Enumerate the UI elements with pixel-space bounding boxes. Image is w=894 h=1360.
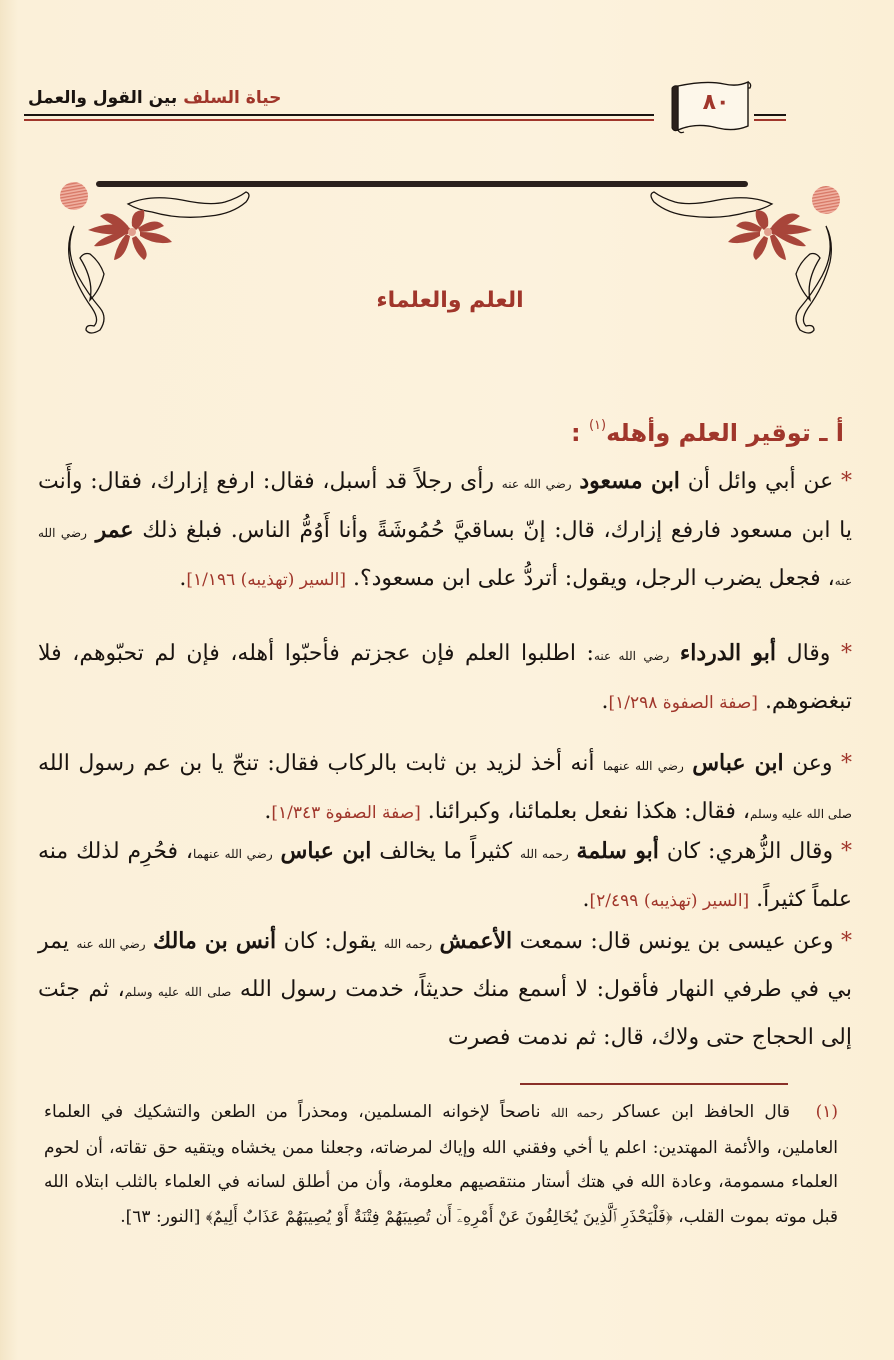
name-bold: ابن عباس xyxy=(692,750,784,776)
footnote-1 xyxy=(44,1095,838,1234)
text: ، فقال: هكذا نفعل بعلمائنا، وكبرائنا. xyxy=(427,799,750,824)
body-text xyxy=(38,828,852,924)
star-bullet-icon: * xyxy=(841,751,852,776)
name-bold: أبو الدرداء xyxy=(679,640,776,666)
header-rule-black xyxy=(24,114,654,116)
section-heading xyxy=(571,418,844,447)
book-title-rest: بين القول والعمل xyxy=(28,88,178,108)
text: قال الحافظ ابن عساكر xyxy=(613,1102,791,1122)
footnotes xyxy=(44,1095,838,1234)
text: عن أبي وائل أن xyxy=(687,469,834,494)
text: وعن عيسى بن يونس قال: سمعت xyxy=(519,929,834,954)
header-rule-red-right xyxy=(754,119,786,121)
text: ، فجعل يضرب الرجل، ويقول: أتردُّ على ابن مسعود؟. xyxy=(352,566,835,591)
text: . xyxy=(264,799,272,824)
verse-reference: [النور: ٦٣]. xyxy=(120,1206,201,1227)
name-bold: ابن عباس xyxy=(280,838,372,864)
body-text xyxy=(38,918,852,1061)
name-bold: عمر xyxy=(95,517,134,543)
star-bullet-icon: * xyxy=(841,469,852,494)
text: : اطلبوا العلم فإن عجزتم فأحبّوا أهله، فإن لم تحبّوهم، فلا تبغضوهم. xyxy=(38,641,852,714)
honorific-ligature: رضي الله عنه xyxy=(593,649,670,663)
citation: [صفة الصفوة ١/٢٩٨] xyxy=(608,693,758,713)
body-text xyxy=(38,740,852,837)
text: أنه أخذ لزيد بن ثابت بالركاب فقال: تنحّ يا بن عم رسول الله xyxy=(38,751,595,776)
footnote-marker: (١) xyxy=(815,1102,839,1122)
chapter-title: العلم والعلماء xyxy=(376,288,524,313)
star-bullet-icon: * xyxy=(840,641,852,666)
honorific-ligature: رضي الله عنه xyxy=(501,477,572,491)
header-rule-black-right xyxy=(754,114,786,116)
text: يمر بي في طرفي النهار فأقول: لا أسمع منك حديثاً، خدمت رسول الله xyxy=(38,929,852,1002)
text: ، ثم جئت إلى الحجاج حتى ولاك، قال: ثم ندمت فصرت xyxy=(38,977,852,1050)
paragraph-zuhri xyxy=(38,828,852,924)
text: يقول: كان xyxy=(283,929,377,954)
body-text xyxy=(38,458,852,604)
text: وقال الزُّهري: كان xyxy=(666,839,834,864)
text: وعن xyxy=(792,751,833,776)
name-bold: أنس بن مالك xyxy=(153,928,277,954)
text: . xyxy=(179,566,187,591)
text: ناصحاً لإخوانه المسلمين، ومحذراً من الطعن والتشكيك في العلماء العاملين، والأئمة المهتدين: اعلم يا أخي وفقني الله وإياك لمرضاته، وجعلنا ممن يخشاه ويتقيه حق تقاته، أن لحوم العلماء مسمومة، وعادة الله في هتك أستار منتقصيهم معلومة، وأن من أطلق لسانه في العلماء بالثلب ابتلاه الله قبل موته بموت القلب، xyxy=(44,1102,838,1227)
honorific-ligature: صلى الله عليه وسلم xyxy=(124,985,232,999)
star-bullet-icon: * xyxy=(840,839,852,864)
honorific-ligature: رحمه الله xyxy=(383,937,433,951)
paragraph-ibn-masud xyxy=(38,458,852,604)
text: وقال xyxy=(786,641,831,666)
section-heading-colon: : xyxy=(571,419,581,447)
citation: [السير (تهذيبه) ١/١٩٦] xyxy=(186,570,346,590)
body-text xyxy=(38,630,852,726)
running-header xyxy=(24,78,764,138)
citation: [صفة الصفوة ١/٣٤٣] xyxy=(271,803,421,823)
paragraph-ibn-abbas xyxy=(38,740,852,837)
honorific-ligature: صلى الله عليه وسلم xyxy=(750,807,852,821)
citation: [السير (تهذيبه) ٢/٤٩٩] xyxy=(589,891,750,911)
paragraph-isa-ibn-yunus xyxy=(38,918,852,1061)
footnote-reference[interactable]: (١) xyxy=(588,418,607,433)
text: رأى رجلاً قد أسبل، فقال: ارفع إزارك، فقال: وأَنت يا ابن مسعود فارفع إزارك، قال: إنّ بساقيَّ حُمُوشَةً وأنا أَوُمُّ الناس. فبلغ ذلك xyxy=(38,469,853,543)
left-floral-ornament-icon xyxy=(60,170,260,345)
right-floral-ornament-icon xyxy=(640,170,840,345)
text: ، فحُرِم لذلك منه علماً كثيراً. xyxy=(38,839,852,912)
text: كثيراً ما يخالف xyxy=(379,839,513,864)
star-bullet-icon: * xyxy=(841,929,852,954)
book-title-accent: حياة السلف xyxy=(183,88,282,108)
header-rule-red xyxy=(24,119,654,121)
paragraph-abu-darda xyxy=(38,630,852,726)
footnote-separator xyxy=(520,1083,788,1085)
honorific-ligature: رضي الله عنهما xyxy=(192,847,273,861)
chapter-ornament xyxy=(60,170,840,345)
page-number: ٨٠ xyxy=(702,90,730,115)
honorific-ligature: رضي الله عنه xyxy=(38,526,852,588)
name-bold: الأعمش xyxy=(439,928,513,954)
name-bold: أبو سلمة xyxy=(576,838,659,864)
text: . xyxy=(582,887,590,912)
honorific-ligature: رحمه الله xyxy=(519,847,569,861)
section-heading-text: أ ـ توقير العلم وأهله xyxy=(606,419,844,447)
honorific-ligature: رضي الله عنهما xyxy=(602,759,684,773)
name-bold: ابن مسعود xyxy=(579,468,680,494)
quran-verse: ﴿فَلْيَحْذَرِ ٱلَّذِينَ يُخَالِفُونَ عَنْ أَمْرِهِۦٓ أَن تُصِيبَهُمْ فِتْنَةٌ أَوْ يُصِيبَهُمْ عَذَابٌ أَلِيمٌ﴾ xyxy=(205,1206,673,1226)
honorific-ligature: رحمه الله xyxy=(550,1106,604,1120)
honorific-ligature: رضي الله عنه xyxy=(76,937,146,951)
book-title xyxy=(28,88,281,108)
text: . xyxy=(601,689,609,714)
